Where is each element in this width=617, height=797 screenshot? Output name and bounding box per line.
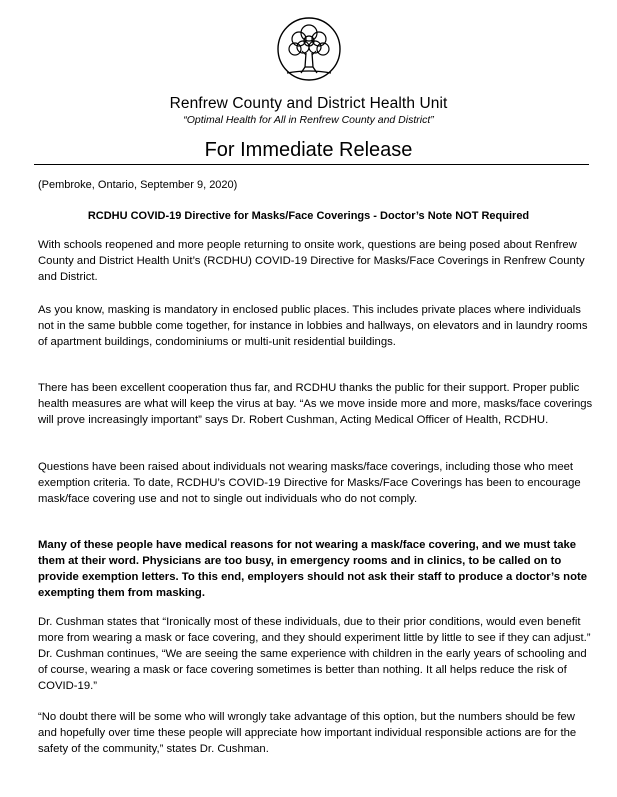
body-paragraph-emphasis: Many of these people have medical reasons for not wearing a mask/face covering, and we must take them at their word. Physicians are too busy, in emergency rooms and in clinics, to be called on to provide exemption letters. To this end, employers should not ask their staff to produce a doctor’s note exempting them from masking. (38, 539, 588, 599)
body-paragraph: Questions have been raised about individuals not wearing masks/face coverings, including those who meet exemption criteria. To date, RCDHU’s COVID-19 Directive for Masks/Face Coverings has been to encourage mask/face covering use and not to single out individuals who do not comply. (38, 461, 581, 505)
tree-in-circle-icon (275, 9, 343, 89)
release-type-heading: For Immediate Release (204, 139, 413, 161)
organization-name: Renfrew County and District Health Unit (169, 95, 448, 112)
organization-tagline: “Optimal Health for All in Renfrew County and District” (183, 114, 434, 126)
body-paragraph: “No doubt there will be some who will wrongly take advantage of this option, but the numbers should be few and hopefully over time these people will appreciate how important individual responsible actions are for the safety of the community,” states Dr. Cushman. (38, 711, 577, 755)
header-divider (34, 164, 589, 165)
body-paragraph: Dr. Cushman states that “Ironically most of these individuals, due to their prior conditions, would even benefit more from wearing a mask or face covering, and they should experiment little by little to see if they can adjust.” Dr. Cushman continues, “We are seeing the same experience with children in the early years of schooling and of course, wearing a mask or face covering sometimes is better than nothing. It all helps reduce the risk of COVID-19.” (38, 616, 591, 692)
body-paragraph: With schools reopened and more people returning to onsite work, questions are being posed about Renfrew County and District Health Unit’s (RCDHU) COVID-19 Directive for Masks/Face Coverings in Renfrew County and District. (38, 239, 585, 283)
body-paragraph: There has been excellent cooperation thus far, and RCDHU thanks the public for their support. Proper public health measures are what will keep the virus at bay. “As we move inside more and more, masks/face coverings will prove increasingly important” says Dr. Robert Cushman, Acting Medical Officer of Health, RCDHU. (38, 382, 593, 426)
dateline: (Pembroke, Ontario, September 9, 2020) (38, 179, 238, 191)
release-headline: RCDHU COVID-19 Directive for Masks/Face Coverings - Doctor’s Note NOT Required (87, 210, 530, 222)
body-paragraph: As you know, masking is mandatory in enclosed public places. This includes private places where individuals not in the same bubble come together, for instance in lobbies and hallways, on elevators and in laundry rooms of apartment buildings, condominiums or multi-unit residential buildings. (38, 304, 588, 348)
